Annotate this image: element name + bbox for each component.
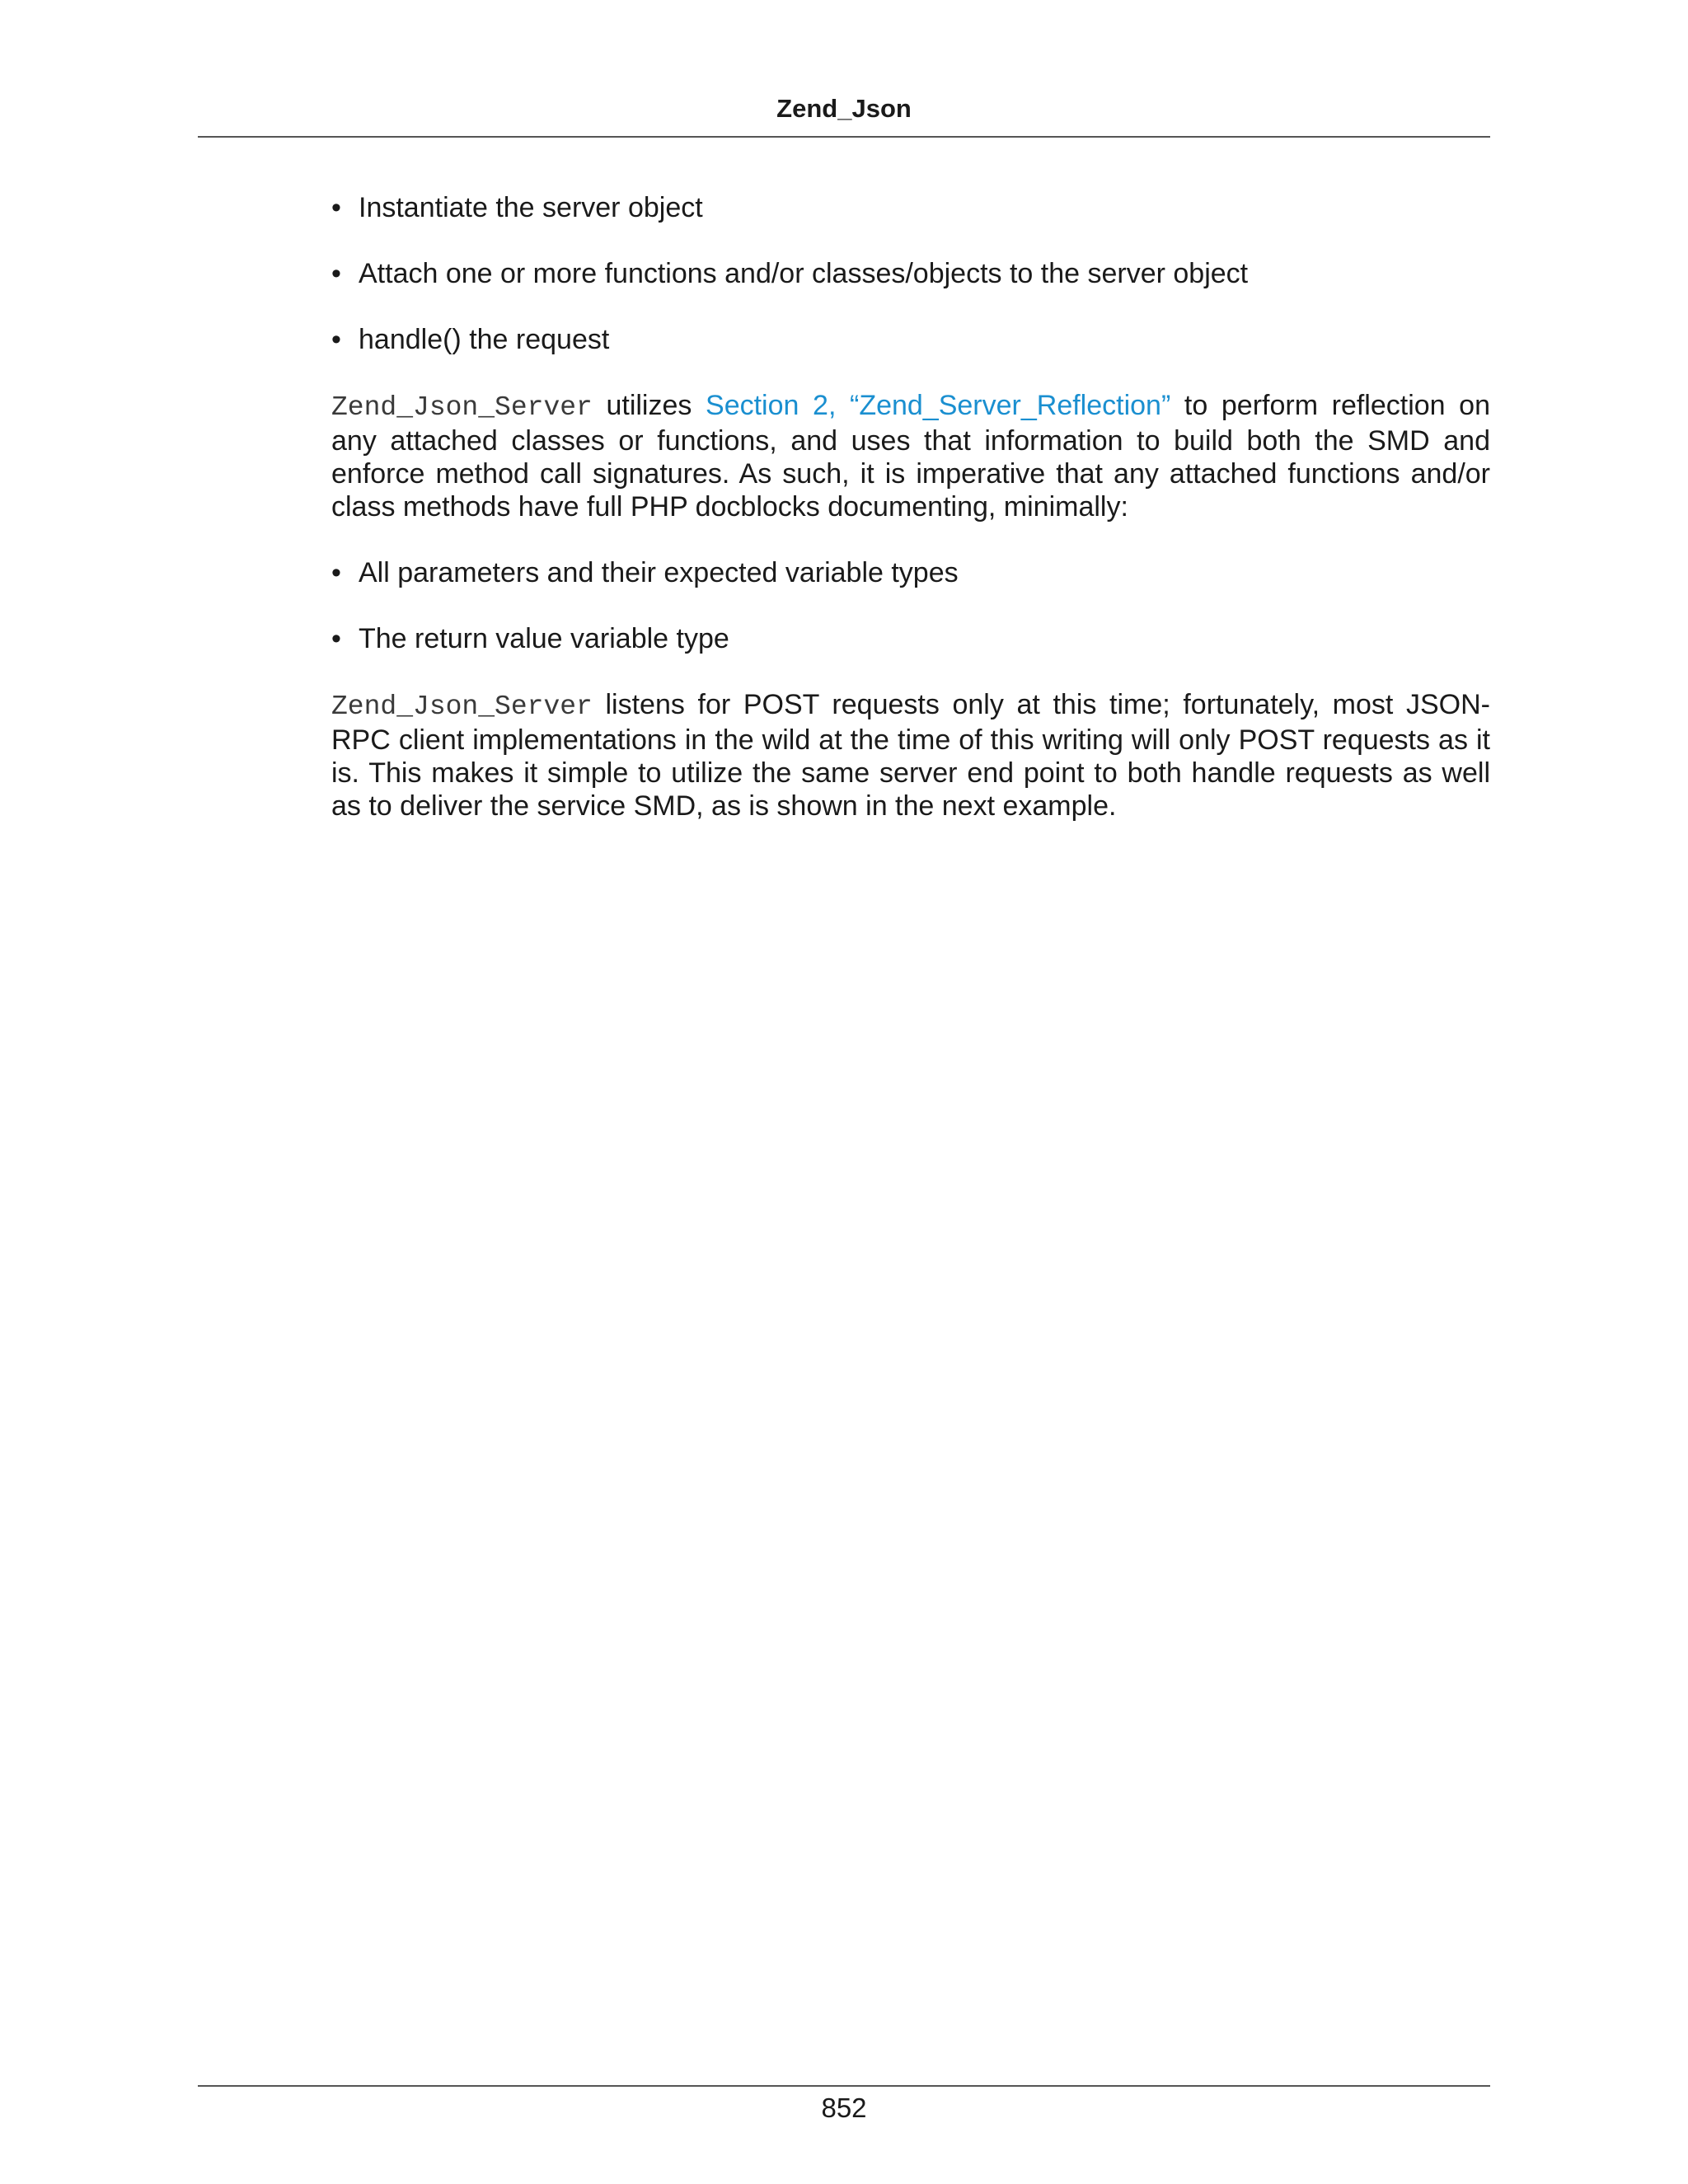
page-number: 852 — [821, 2093, 867, 2123]
post-requests-paragraph — [331, 688, 1490, 823]
list-item — [331, 556, 1490, 589]
list-item-text: The return value variable type — [359, 623, 729, 654]
paragraph-text: listens for POST requests only at this time; fortunately, most JSON-RPC client implementations in the wild at the time of this writing will only POST requests as it is. This makes it simple to utilize the same server end point to both handle requests as well as to deliver the service SMD, as is shown in the next example. — [331, 689, 1490, 822]
bullet-icon: • — [331, 258, 341, 289]
list-item-text: Instantiate the server object — [359, 192, 703, 223]
docblock-requirements-list — [331, 556, 1490, 655]
paragraph-text: utilizes — [592, 390, 706, 421]
list-item-text: handle() the request — [359, 324, 610, 355]
server-steps-list — [331, 191, 1490, 356]
bullet-icon: • — [331, 557, 341, 588]
list-item — [331, 257, 1490, 290]
bullet-icon: • — [331, 192, 341, 223]
running-header: Zend_Json — [776, 94, 912, 123]
header-divider — [198, 136, 1490, 138]
bullet-icon: • — [331, 324, 341, 355]
footer-divider — [198, 2085, 1490, 2087]
list-item — [331, 323, 1490, 356]
bullet-icon: • — [331, 623, 341, 654]
list-item — [331, 622, 1490, 655]
paragraph-text: to perform reflection on any attached classes or functions, and uses that information to build both the SMD and enforce method call signatures. As such, it is imperative that any attached functions and/or class methods have full PHP docblocks documenting, minimally: — [331, 390, 1491, 523]
list-item-text: Attach one or more functions and/or classes/objects to the server object — [359, 258, 1249, 289]
reflection-paragraph — [331, 389, 1490, 523]
page-content — [331, 191, 1490, 855]
list-item-text: All parameters and their expected variable types — [359, 557, 959, 588]
class-name-code: Zend_Json_Server — [331, 392, 593, 423]
list-item — [331, 191, 1490, 224]
class-name-code: Zend_Json_Server — [331, 691, 593, 722]
section-cross-reference-link[interactable]: Section 2, “Zend_Server_Reflection” — [706, 390, 1171, 421]
